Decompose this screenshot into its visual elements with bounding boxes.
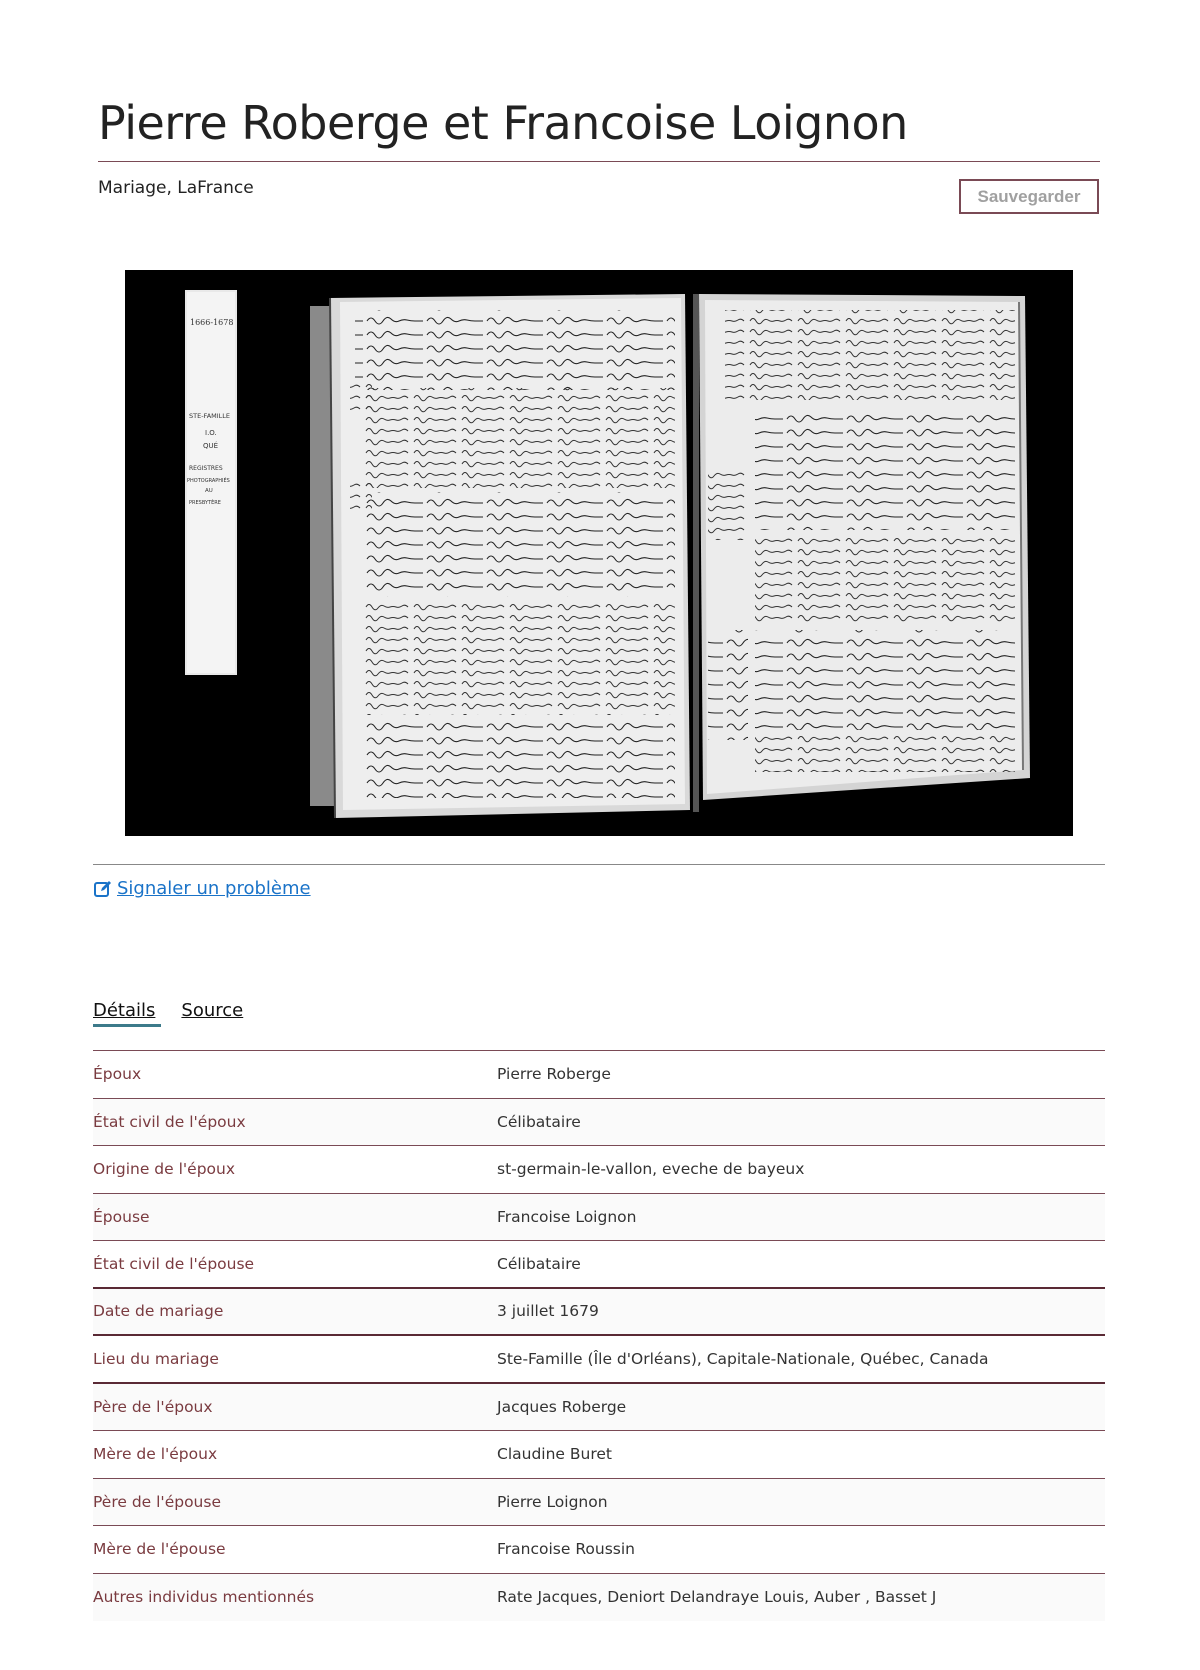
tab-bar <box>93 1000 243 1027</box>
table-row <box>93 1194 1105 1242</box>
row-label: État civil de l'époux <box>93 1112 246 1131</box>
title-divider <box>98 161 1100 162</box>
slip-text: REGISTRES <box>189 465 223 472</box>
edit-icon <box>93 879 113 899</box>
record-subtitle: Mariage, LaFrance <box>98 178 254 198</box>
row-value: Francoise Loignon <box>497 1207 637 1226</box>
row-label: Mère de l'épouse <box>93 1540 226 1559</box>
table-row <box>93 1431 1105 1479</box>
save-button[interactable]: Sauvegarder <box>959 179 1099 214</box>
row-value: Célibataire <box>497 1254 581 1273</box>
row-value: Ste-Famille (Île d'Orléans), Capitale-Nationale, Québec, Canada <box>497 1349 989 1368</box>
slip-text: STE-FAMILLE <box>189 412 231 420</box>
tab-source[interactable]: Source <box>181 1000 244 1021</box>
row-label: Autres individus mentionnés <box>93 1588 315 1607</box>
slip-text: I.O. <box>205 429 217 437</box>
row-value: Rate Jacques, Deniort Delandraye Louis, Auber , Basset J <box>497 1588 937 1607</box>
page-title: Pierre Roberge et Francoise Loignon <box>98 96 908 150</box>
table-row <box>93 1241 1105 1289</box>
row-label: Mère de l'époux <box>93 1445 218 1464</box>
row-value: Pierre Roberge <box>497 1065 611 1084</box>
row-label: Lieu du mariage <box>93 1349 219 1368</box>
row-value: Pierre Loignon <box>497 1492 608 1511</box>
row-label: Père de l'époux <box>93 1397 213 1416</box>
row-value: st-germain-le-vallon, eveche de bayeux <box>497 1160 805 1179</box>
table-row <box>93 1289 1105 1337</box>
table-row <box>93 1526 1105 1574</box>
row-label: Épouse <box>93 1207 150 1226</box>
table-row <box>93 1146 1105 1194</box>
report-problem-link[interactable] <box>93 878 311 899</box>
slip-text: 1666-1678 <box>190 318 234 327</box>
row-label: État civil de l'épouse <box>93 1254 255 1273</box>
row-label: Origine de l'époux <box>93 1160 236 1179</box>
image-divider <box>93 864 1105 865</box>
table-row <box>93 1051 1105 1099</box>
row-label: Date de mariage <box>93 1302 224 1321</box>
row-value: Francoise Roussin <box>497 1540 635 1559</box>
table-row <box>93 1099 1105 1147</box>
row-value: Jacques Roberge <box>497 1397 627 1416</box>
table-row <box>93 1574 1105 1622</box>
row-value: Claudine Buret <box>497 1445 612 1464</box>
register-scan-image[interactable] <box>125 270 1073 836</box>
row-value: Célibataire <box>497 1112 581 1131</box>
table-row <box>93 1479 1105 1527</box>
row-label: Père de l'épouse <box>93 1492 221 1511</box>
slip-text: AU <box>205 488 213 494</box>
tab-details[interactable]: Détails <box>93 1000 155 1027</box>
slip-text: PHOTOGRAPHIÉS <box>187 478 230 484</box>
slip-text: PRESBYTÈRE <box>189 500 221 506</box>
table-row <box>93 1336 1105 1384</box>
report-problem-label: Signaler un problème <box>117 878 311 899</box>
details-table <box>93 1050 1105 1621</box>
slip-text: QUÉ <box>203 442 219 450</box>
row-value: 3 juillet 1679 <box>497 1302 599 1321</box>
row-label: Époux <box>93 1065 142 1084</box>
table-row <box>93 1384 1105 1432</box>
